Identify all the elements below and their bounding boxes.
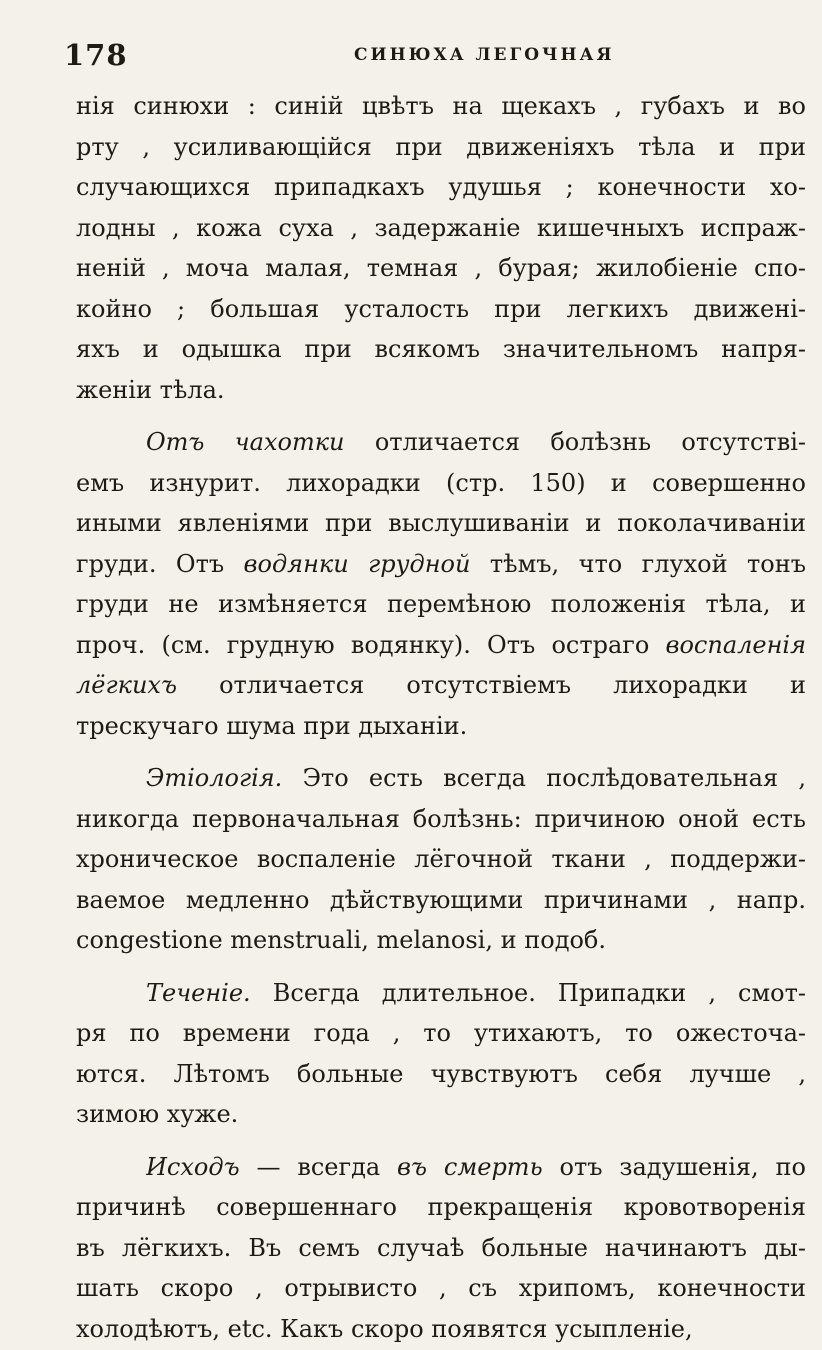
text-span: лодны , кожа суха , задержаніе кишечныхъ испраж- [76,213,806,242]
text-span: никогда первоначальная болѣзнь: причиною оной есть [76,804,806,833]
text-span: congestione menstruali, melanosi, и подоб. [76,926,606,954]
text-span: койно ; большая усталость при легкихъ движені- [76,294,806,323]
page-number: 178 [64,38,128,72]
text-span: женіи тѣла. [76,375,225,404]
text-line [76,127,806,167]
italic-span: Исходъ [146,1152,240,1181]
text-line [76,1187,806,1227]
text-span: холодѣютъ, etc. Какъ скоро появятся усыпленіе, [76,1314,693,1343]
text-span: зимою хуже. [76,1100,239,1128]
italic-span: водянки грудной [243,549,471,578]
text-span: нія синюхи : синій цвѣтъ на щекахъ , губахъ и во [76,92,806,120]
text-line [76,839,806,879]
italic-span: Теченіе. [146,978,251,1007]
text-line [76,1054,806,1094]
text-span: отличается отсутствіемъ лихорадки и [176,671,806,699]
text-span: груди не измѣняется перемѣною положенія тѣла, и [76,590,806,618]
text-line [76,1228,806,1268]
text-line [76,665,806,705]
text-span: иными явленіями при выслушиваніи и поколачиваніи [76,509,806,537]
italic-span: лёгкихъ [76,671,177,699]
running-title: СИНЮХА ЛЕГОЧНАЯ [354,45,615,65]
text-line [76,289,806,329]
text-line [76,1013,806,1053]
text-span: ря по времени года , то утихаютъ, то ожесточа- [76,1019,806,1047]
text-line [76,706,806,746]
text-line [76,329,806,369]
text-line [76,880,806,920]
text-span: причинѣ совершеннаго прекращенія кровотворенія [76,1193,806,1221]
text-line [76,1268,806,1308]
text-line [146,1147,806,1187]
text-line [76,463,806,503]
text-span: Это есть всегда послѣдовательная , [282,764,806,792]
text-span: хроническое воспаленіе лёгочной ткани , поддержи- [76,845,806,873]
text-span: въ лёгкихъ. Въ семъ случаѣ больные начинаютъ ды- [76,1233,806,1262]
text-span: яхъ и одышка при всякомъ значительномъ напря- [76,335,806,363]
text-span: шать скоро , отрывисто , съ хрипомъ, конечности [76,1274,806,1302]
text-line [146,422,806,462]
text-span: проч. (см. грудную водянку). Отъ остраго [76,630,666,659]
text-line [76,625,806,665]
text-span: отличается болѣзнь отсутстві- [344,428,806,456]
text-line [76,584,806,624]
italic-span: Отъ чахотки [146,428,345,456]
text-line [76,799,806,839]
text-span: ваемое медленно дѣйствующими причинами , напр. [76,885,806,914]
text-span: отъ задушенія, по [542,1152,806,1181]
text-span: груди. Отъ [76,549,244,578]
text-span: Всегда длительное. Припадки , смот- [250,978,806,1007]
italic-span: Этіологія. [146,764,283,792]
text-line [76,1094,806,1134]
text-line [76,86,806,126]
text-span: неній , моча малая, темная , бурая; жилобіеніе спо- [76,254,806,282]
text-line [146,758,806,798]
text-line [76,208,806,248]
italic-span: въ смерть [397,1152,543,1181]
text-line [76,167,806,207]
italic-span: воспаленія [665,630,806,659]
text-span: — всегда [239,1152,398,1181]
text-span: тѣмъ, что глухой тонъ [470,549,806,578]
text-line [146,973,806,1013]
text-line [76,544,806,584]
text-line [76,370,806,410]
page-header [64,38,802,78]
text-span: рту , усиливающійся при движеніяхъ тѣла и при [76,132,806,161]
text-span: трескучаго шума при дыханіи. [76,711,468,740]
text-line [76,248,806,288]
text-line [76,503,806,543]
text-span: случающихся припадкахъ удушья ; конечности хо- [76,173,806,201]
text-span: емъ изнурит. лихорадки (стр. 150) и совершенно [76,468,806,497]
text-line [76,1309,806,1349]
text-span: ются. Лѣтомъ больные чувствуютъ себя лучше , [76,1059,806,1088]
text-line [76,920,806,960]
